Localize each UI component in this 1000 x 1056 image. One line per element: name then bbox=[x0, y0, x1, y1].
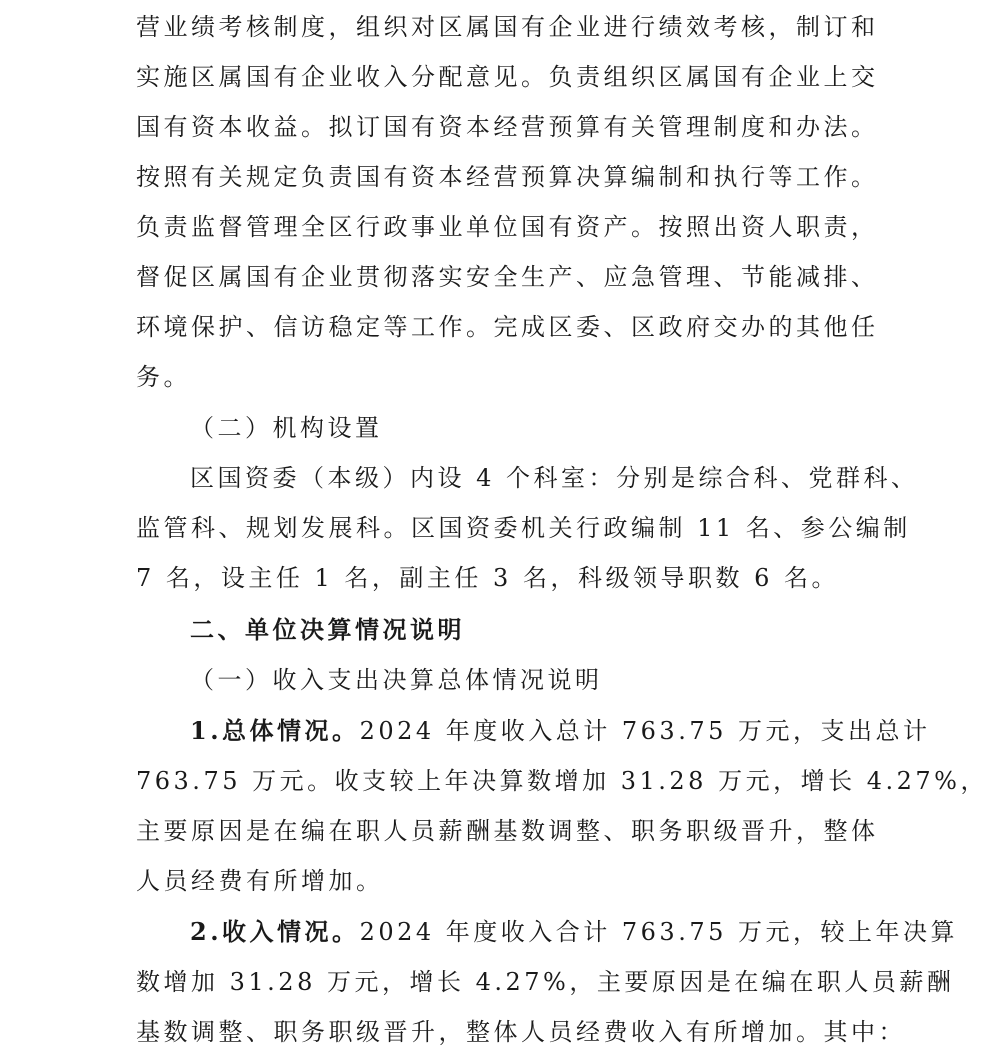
text-line: 务。 bbox=[136, 363, 191, 391]
text-line: 负责监督管理全区行政事业单位国有资产。按照出资人职责， bbox=[136, 213, 879, 241]
text-line: 环境保护、信访稳定等工作。完成区委、区政府交办的其他任 bbox=[136, 313, 879, 341]
text-line: 7 名，设主任 1 名，副主任 3 名，科级领导职数 6 名。 bbox=[136, 564, 839, 592]
paragraph-total-first-line bbox=[190, 706, 931, 756]
paragraph-lead: 1.总体情况。 bbox=[190, 716, 360, 745]
paragraph-text: 2024 年度收入总计 763.75 万元，支出总计 bbox=[359, 717, 931, 745]
section-heading-accounts: 二、单位决算情况说明 bbox=[190, 615, 465, 644]
paragraph-income-first-line bbox=[190, 907, 959, 957]
text-line: 按照有关规定负责国有资本经营预算决算编制和执行等工作。 bbox=[136, 163, 879, 191]
text-line: 国有资本收益。拟订国有资本经营预算有关管理制度和办法。 bbox=[136, 113, 879, 141]
text-line: 数增加 31.28 万元，增长 4.27%，主要原因是在编在职人员薪酬 bbox=[136, 968, 955, 996]
text-line: 基数调整、职务职级晋升，整体人员经费收入有所增加。其中： bbox=[136, 1018, 906, 1046]
text-line: 763.75 万元。收支较上年决算数增加 31.28 万元，增长 4.27%， bbox=[136, 767, 988, 795]
text-line: 区国资委（本级）内设 4 个科室：分别是综合科、党群科、 bbox=[190, 464, 919, 492]
text-line: 监管科、规划发展科。区国资委机关行政编制 11 名、参公编制 bbox=[136, 514, 911, 542]
text-line: 主要原因是在编在职人员薪酬基数调整、职务职级晋升，整体 bbox=[136, 817, 879, 845]
text-line: 督促区属国有企业贯彻落实安全生产、应急管理、节能减排、 bbox=[136, 263, 879, 291]
paragraph-lead: 2.收入情况。 bbox=[190, 917, 360, 946]
section-heading-org: （二）机构设置 bbox=[190, 414, 383, 442]
text-line: 实施区属国有企业收入分配意见。负责组织区属国有企业上交 bbox=[136, 63, 879, 91]
text-line: 人员经费有所增加。 bbox=[136, 867, 384, 895]
paragraph-text: 2024 年度收入合计 763.75 万元，较上年决算 bbox=[359, 918, 959, 946]
subsection-heading-overview: （一）收入支出决算总体情况说明 bbox=[190, 666, 603, 694]
text-line: 营业绩考核制度，组织对区属国有企业进行绩效考核，制订和 bbox=[136, 13, 879, 41]
